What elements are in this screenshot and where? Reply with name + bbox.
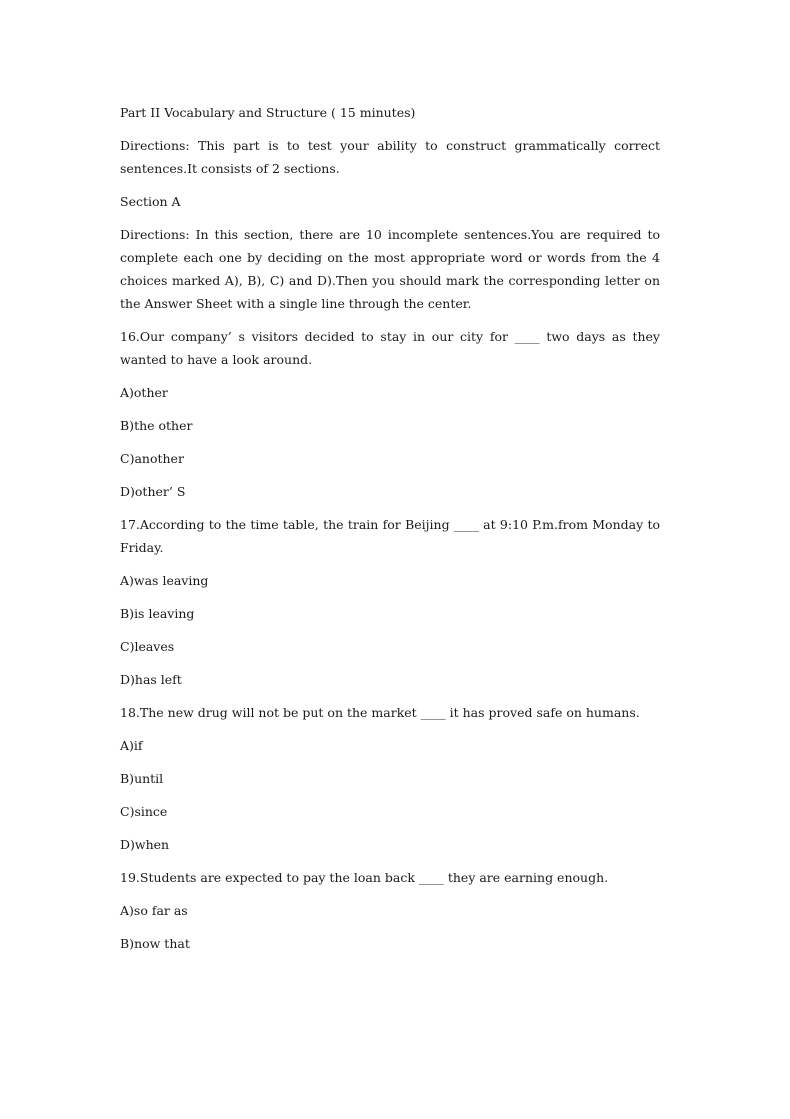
question-17-option-d: D)has left bbox=[120, 672, 182, 687]
part-title: Part II Vocabulary and Structure ( 15 minutes) bbox=[120, 105, 416, 120]
part-directions: Directions: This part is to test your ability to construct grammatically correct sentences.It consists of 2 sections. bbox=[120, 138, 660, 176]
question-16: 16.Our company’ s visitors decided to stay in our city for ____ two days as they wanted to have a look around. bbox=[120, 329, 660, 367]
question-18: 18.The new drug will not be put on the market ____ it has proved safe on humans. bbox=[120, 705, 640, 720]
document-body bbox=[120, 101, 660, 965]
question-17: 17.According to the time table, the train for Beijing ____ at 9:10 P.m.from Monday to Friday. bbox=[120, 517, 660, 555]
question-18-option-c: C)since bbox=[120, 804, 168, 819]
question-16-option-a: A)other bbox=[120, 385, 168, 400]
question-18-option-d: D)when bbox=[120, 837, 170, 852]
question-16-option-d: D)other’ S bbox=[120, 484, 186, 499]
question-16-option-b: B)the other bbox=[120, 418, 193, 433]
section-title: Section A bbox=[120, 194, 181, 209]
question-18-option-b: B)until bbox=[120, 771, 164, 786]
question-19-option-a: A)so far as bbox=[120, 903, 188, 918]
question-19-option-b: B)now that bbox=[120, 936, 190, 951]
section-directions: Directions: In this section, there are 10 incomplete sentences.You are required to complete each one by deciding on the most appropriate word or words from the 4 choices marked A), B), C) and D).Then you should mark the corresponding letter on the Answer Sheet with a single line through the center. bbox=[120, 227, 660, 311]
question-18-option-a: A)if bbox=[120, 738, 143, 753]
question-17-option-c: C)leaves bbox=[120, 639, 175, 654]
question-19: 19.Students are expected to pay the loan back ____ they are earning enough. bbox=[120, 870, 609, 885]
question-16-option-c: C)another bbox=[120, 451, 184, 466]
question-17-option-a: A)was leaving bbox=[120, 573, 209, 588]
question-17-option-b: B)is leaving bbox=[120, 606, 195, 621]
